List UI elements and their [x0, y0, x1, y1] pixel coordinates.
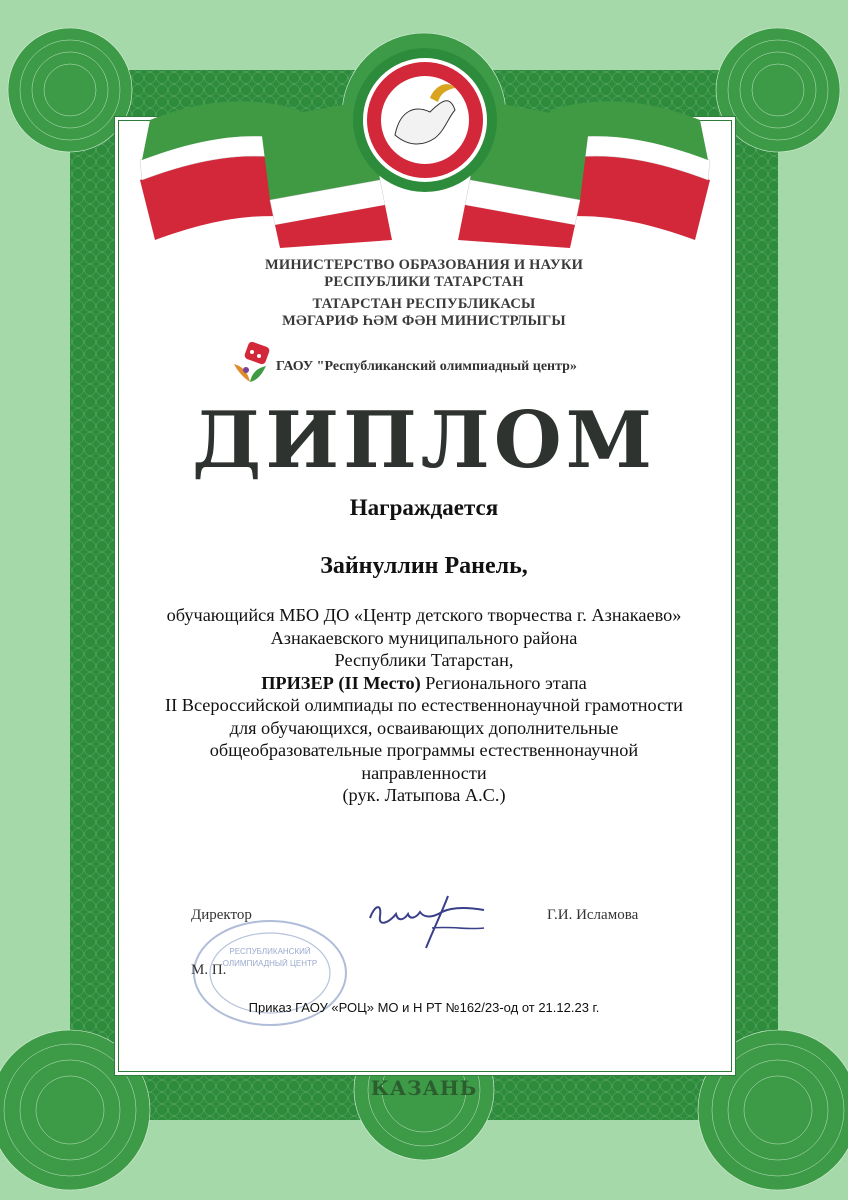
svg-text:РЕСПУБЛИКАНСКИЙ: РЕСПУБЛИКАНСКИЙ [229, 947, 311, 956]
ministry-header-tt [0, 296, 848, 330]
award-description [100, 604, 748, 807]
description-line: II Всероссийской олимпиады по естественнонаучной грамотности [165, 695, 683, 715]
flag-ribbons [130, 40, 720, 250]
description-line: Азнакаевского муниципального района [270, 627, 578, 648]
description-line: направленности [361, 762, 487, 783]
ministry-header-ru [0, 257, 848, 291]
ministry-ru-line2: РЕСПУБЛИКИ ТАТАРСТАН [324, 274, 524, 290]
recipient-name: Зайнуллин Ранель, [320, 553, 528, 579]
description-line: Республики Татарстан, [334, 650, 514, 670]
ministry-tt-line2: МӘГАРИФ ҺӘМ ФӘН МИНИСТРЛЫГЫ [282, 313, 566, 329]
olympiad-center-logo-icon [232, 342, 270, 388]
description-line: для обучающихся, осваивающих дополнительные [229, 717, 619, 738]
organization-name: ГАОУ "Республиканский олимпиадный центр» [276, 359, 577, 374]
award-label: Награждается [349, 495, 499, 520]
svg-text:ОЛИМПИАДНЫЙ ЦЕНТР: ОЛИМПИАДНЫЙ ЦЕНТР [222, 959, 318, 968]
order-reference: Приказ ГАОУ «РОЦ» МО и Н РТ №162/23-од от 21.12.23 г. [248, 1000, 600, 1015]
description-line: (рук. Латыпова А.С.) [342, 785, 506, 805]
description-line: общеобразовательные программы естественнонаучной [209, 740, 639, 760]
signature-role: Директор [191, 907, 252, 923]
description-line-prize [100, 672, 748, 695]
signatory-name: Г.И. Исламова [547, 907, 639, 923]
city-label: КАЗАНЬ [370, 1076, 478, 1100]
prize-rank: ПРИЗЕР (II Место) [261, 672, 421, 693]
ministry-tt-line1: ТАТАРСТАН РЕСПУБЛИКАСЫ [312, 296, 536, 312]
ministry-ru-line1: МИНИСТЕРСТВО ОБРАЗОВАНИЯ И НАУКИ [264, 257, 584, 273]
description-line: обучающийся МБО ДО «Центр детского творчества г. Азнакаево» [166, 605, 682, 625]
seal-label: М. П. [191, 962, 227, 978]
diploma-title: ДИПЛОМ [192, 395, 656, 486]
handwritten-signature-icon [362, 888, 492, 952]
prize-stage: Регионального этапа [420, 672, 587, 693]
